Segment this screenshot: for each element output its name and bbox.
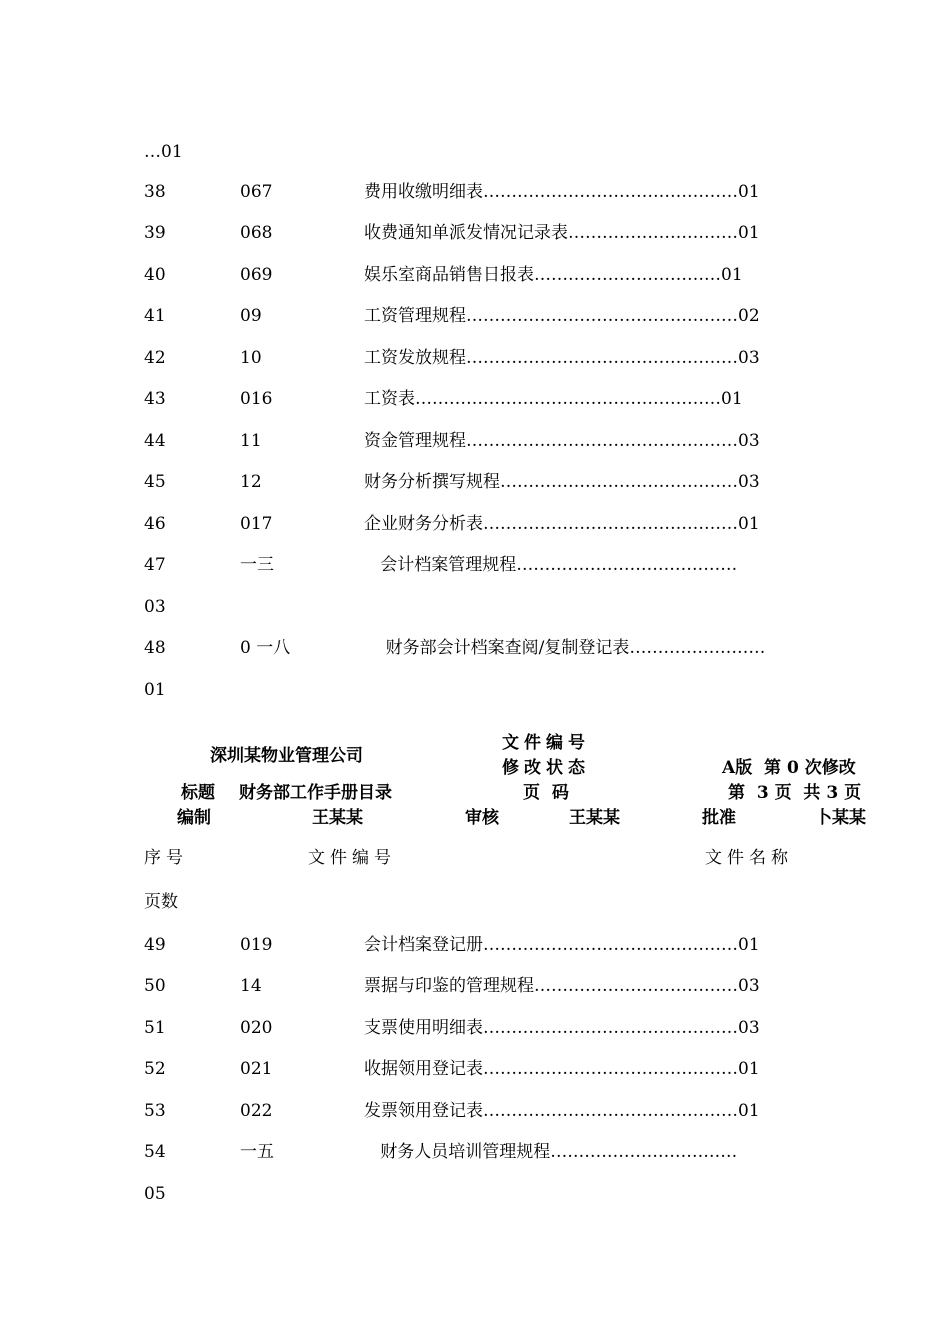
row-code: 017 <box>240 514 273 534</box>
row-name: 支票使用明细表………………………………………03 <box>364 1018 760 1038</box>
row-seq: 45 <box>144 472 166 492</box>
version-info: A版 第 0 次修改 <box>722 758 856 778</box>
row-name: 娱乐室商品销售日报表……………………………01 <box>364 265 743 285</box>
list-item <box>0 640 950 660</box>
title-value: 财务部工作手册目录 <box>239 783 392 803</box>
row-seq: 39 <box>144 223 166 243</box>
row-code: 09 <box>240 306 262 326</box>
row-seq: 47 <box>144 555 166 575</box>
row-name: 发票领用登记表………………………………………01 <box>364 1101 760 1121</box>
row-seq: 46 <box>144 514 166 534</box>
row-seq: 03 <box>144 597 166 617</box>
list-item <box>0 308 950 328</box>
column-header-name: 文件名称 <box>705 848 793 868</box>
row-seq: 41 <box>144 306 166 326</box>
list-item <box>0 391 950 411</box>
row-seq: 01 <box>144 680 166 700</box>
list-item <box>0 474 950 494</box>
list-item <box>0 1144 950 1164</box>
row-name: 费用收缴明细表………………………………………01 <box>364 182 760 202</box>
row-code: 0 一八 <box>240 638 291 658</box>
row-seq: …01 <box>144 142 183 162</box>
row-name: 票据与印鉴的管理规程………………………………03 <box>364 976 760 996</box>
row-code: 019 <box>240 935 273 955</box>
list-item <box>0 1061 950 1081</box>
row-name: 工资管理规程…………………………………………02 <box>364 306 760 326</box>
compiled-value: 王某某 <box>312 808 363 828</box>
row-name: 会计档案登记册………………………………………01 <box>364 935 760 955</box>
compiled-label: 编制 <box>177 808 211 828</box>
row-seq: 54 <box>144 1142 166 1162</box>
list-item <box>0 225 950 245</box>
row-name: 财务部会计档案查阅/复制登记表…………………… <box>364 638 766 658</box>
row-name: 工资表………………………………………………01 <box>364 389 743 409</box>
list-item <box>0 682 950 702</box>
row-seq: 51 <box>144 1018 166 1038</box>
row-seq: 38 <box>144 182 166 202</box>
title-label: 标题 <box>181 783 215 803</box>
row-name: 企业财务分析表………………………………………01 <box>364 514 760 534</box>
row-code: 11 <box>240 431 262 451</box>
company-name: 深圳某物业管理公司 <box>210 746 363 766</box>
list-item <box>0 516 950 536</box>
row-code: 068 <box>240 223 273 243</box>
row-code: 022 <box>240 1101 273 1121</box>
row-seq: 40 <box>144 265 166 285</box>
row-seq: 44 <box>144 431 166 451</box>
list-item <box>0 599 950 619</box>
row-name: 资金管理规程…………………………………………03 <box>364 431 760 451</box>
list-item <box>0 978 950 998</box>
list-item <box>0 184 950 204</box>
list-item <box>0 557 950 577</box>
row-seq: 53 <box>144 1101 166 1121</box>
list-item <box>0 1103 950 1123</box>
row-seq: 50 <box>144 976 166 996</box>
row-name: 财务人员培训管理规程…………………………… <box>364 1142 738 1162</box>
row-name: 收费通知单派发情况记录表…………………………01 <box>364 223 760 243</box>
row-name: 收据领用登记表………………………………………01 <box>364 1059 760 1079</box>
page-number-label: 页 码 <box>523 783 569 803</box>
row-seq: 42 <box>144 348 166 368</box>
row-code: 14 <box>240 976 262 996</box>
row-code: 一五 <box>240 1142 274 1162</box>
page-info: 第 3 页 共 3 页 <box>728 783 862 803</box>
row-seq: 52 <box>144 1059 166 1079</box>
row-code: 021 <box>240 1059 273 1079</box>
row-seq: 43 <box>144 389 166 409</box>
revision-status-label: 修改状态 <box>502 758 590 778</box>
row-code: 069 <box>240 265 273 285</box>
row-code: 067 <box>240 182 273 202</box>
row-code: 016 <box>240 389 273 409</box>
row-name: 财务分析撰写规程……………………………………03 <box>364 472 760 492</box>
row-seq: 05 <box>144 1184 166 1204</box>
row-name: 会计档案管理规程………………………………… <box>364 555 738 575</box>
column-header-pages: 页数 <box>144 892 178 912</box>
review-value: 王某某 <box>569 808 620 828</box>
column-header-code: 文件编号 <box>308 848 396 868</box>
list-item <box>0 1186 950 1206</box>
list-item <box>0 267 950 287</box>
review-label: 审核 <box>465 808 499 828</box>
approve-value: 卜某某 <box>815 808 866 828</box>
row-seq: 48 <box>144 638 166 658</box>
list-item <box>0 1020 950 1040</box>
list-item <box>0 144 950 164</box>
list-item <box>0 350 950 370</box>
row-code: 一三 <box>240 555 274 575</box>
approve-label: 批准 <box>702 808 736 828</box>
row-code: 10 <box>240 348 262 368</box>
row-name: 工资发放规程…………………………………………03 <box>364 348 760 368</box>
column-header-seq: 序号 <box>144 848 188 868</box>
doc-number-label: 文件编号 <box>502 733 590 753</box>
list-item <box>0 433 950 453</box>
row-code: 020 <box>240 1018 273 1038</box>
list-item <box>0 937 950 957</box>
document-header <box>0 728 950 838</box>
row-code: 12 <box>240 472 262 492</box>
row-seq: 49 <box>144 935 166 955</box>
